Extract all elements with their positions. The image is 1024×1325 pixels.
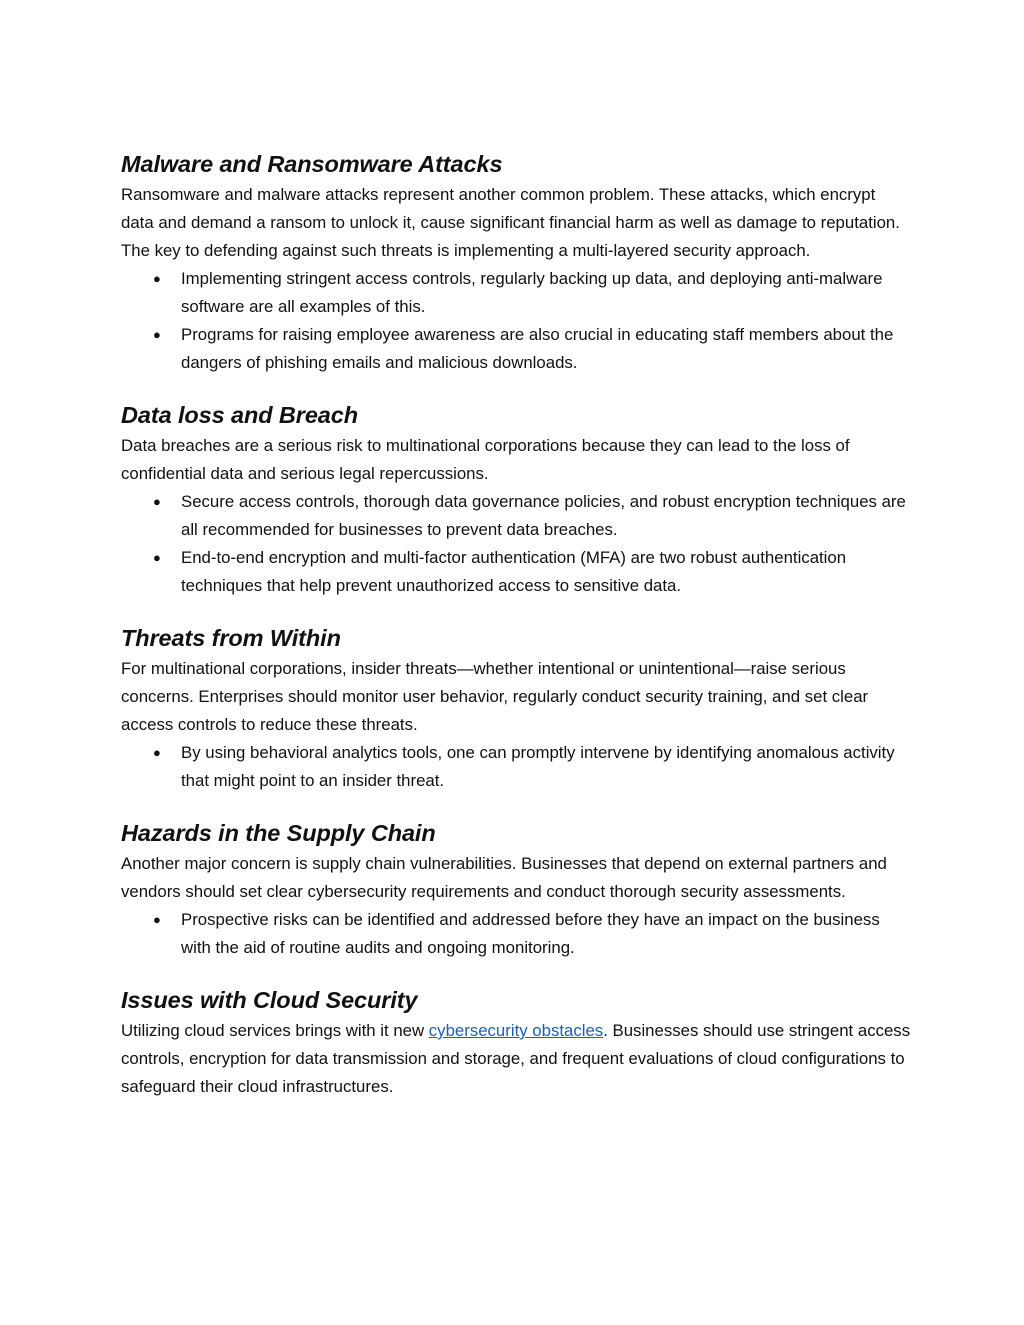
list-item [121, 739, 911, 795]
section-heading: Data loss and Breach [121, 402, 359, 428]
list-item [121, 544, 911, 600]
bullet-icon: ● [153, 327, 161, 342]
section-paragraph [121, 1017, 911, 1101]
bullet-icon: ● [153, 271, 161, 286]
bullet-list [121, 265, 911, 377]
paragraph-text-after-link: . Businesses should use stringent access controls, encryption for data transmission and storage, and frequent evaluations of cloud configurations to safeguard their cloud infrastructures. [121, 1021, 911, 1096]
section-heading: Issues with Cloud Security [121, 987, 418, 1013]
section-insider-threats [121, 622, 911, 795]
bullet-list [121, 906, 911, 962]
bullet-icon: ● [153, 745, 161, 760]
list-item-text: Implementing stringent access controls, regularly backing up data, and deploying anti-malware software are all examples of this. [181, 269, 883, 316]
bullet-icon: ● [153, 550, 161, 565]
section-heading: Malware and Ransomware Attacks [121, 151, 503, 177]
list-item [121, 906, 911, 962]
document-page [121, 148, 911, 1101]
section-cloud-security [121, 984, 911, 1101]
section-malware [121, 148, 911, 377]
list-item-text: Secure access controls, thorough data governance policies, and robust encryption techniques are all recommended for businesses to prevent data breaches. [181, 492, 906, 539]
section-supply-chain [121, 817, 911, 962]
section-paragraph: Data breaches are a serious risk to multinational corporations because they can lead to the loss of confidential data and serious legal repercussions. [121, 436, 850, 483]
list-item-text: End-to-end encryption and multi-factor authentication (MFA) are two robust authentication techniques that help prevent unauthorized access to sensitive data. [181, 548, 847, 595]
section-heading: Threats from Within [121, 625, 341, 651]
bullet-list [121, 488, 911, 600]
list-item [121, 265, 911, 321]
section-paragraph: Another major concern is supply chain vulnerabilities. Businesses that depend on external partners and vendors should set clear cybersecurity requirements and conduct thorough security assessments. [121, 854, 887, 901]
list-item-text: By using behavioral analytics tools, one can promptly intervene by identifying anomalous activity that might point to an insider threat. [181, 743, 895, 790]
list-item [121, 488, 911, 544]
cybersecurity-obstacles-link[interactable]: cybersecurity obstacles [428, 1021, 604, 1040]
bullet-icon: ● [153, 494, 161, 509]
section-paragraph: Ransomware and malware attacks represent another common problem. These attacks, which encrypt data and demand a ransom to unlock it, cause significant financial harm as well as damage to reputation. The key to defending against such threats is implementing a multi-layered security approach. [121, 185, 900, 260]
list-item-text: Prospective risks can be identified and addressed before they have an impact on the business with the aid of routine audits and ongoing monitoring. [181, 910, 880, 957]
list-item-text: Programs for raising employee awareness are also crucial in educating staff members about the dangers of phishing emails and malicious downloads. [181, 325, 894, 372]
section-paragraph: For multinational corporations, insider threats—whether intentional or unintentional—raise serious concerns. Enterprises should monitor user behavior, regularly conduct security training, and set clear access controls to reduce these threats. [121, 659, 869, 734]
paragraph-text-before-link: Utilizing cloud services brings with it new [121, 1021, 429, 1040]
section-heading: Hazards in the Supply Chain [121, 820, 436, 846]
bullet-list [121, 739, 911, 795]
section-data-loss [121, 399, 911, 600]
list-item [121, 321, 911, 377]
bullet-icon: ● [153, 912, 161, 927]
